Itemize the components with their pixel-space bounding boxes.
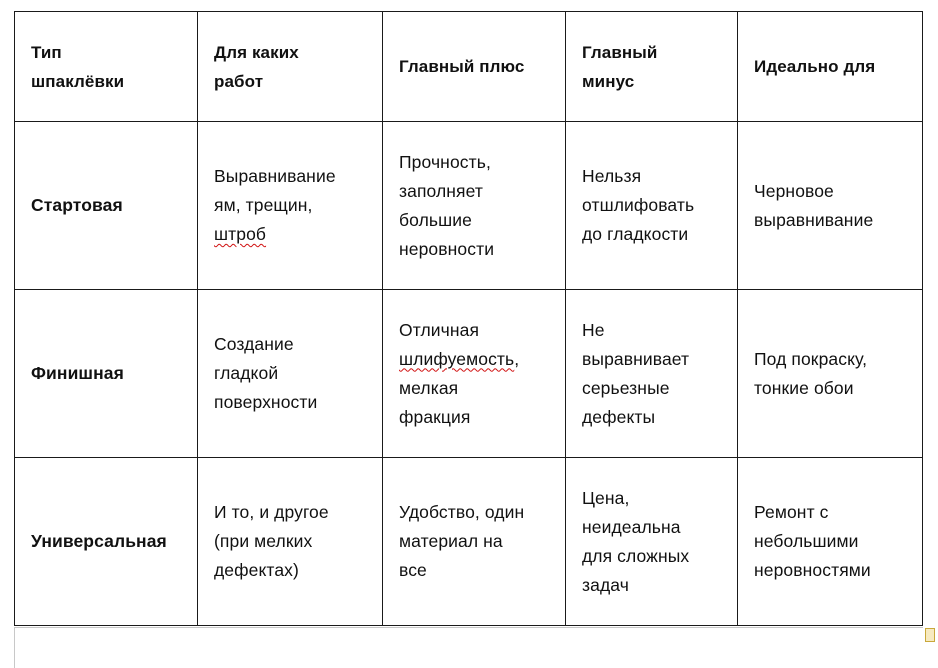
cell-works[interactable] bbox=[198, 122, 383, 290]
minus-text: Нельзя отшлифовать до гладкости bbox=[582, 166, 695, 244]
ideal-text: Черновое выравнивание bbox=[754, 180, 874, 230]
header-plus-text: Главный плюс bbox=[399, 57, 525, 76]
cell-plus[interactable] bbox=[383, 122, 566, 290]
header-cell-minus[interactable] bbox=[566, 12, 738, 122]
cell-ideal[interactable] bbox=[738, 458, 923, 626]
header-works-text: Для каких работ bbox=[214, 42, 299, 91]
cell-plus[interactable] bbox=[383, 290, 566, 458]
type-text: Стартовая bbox=[31, 195, 123, 215]
document-next-block bbox=[14, 627, 923, 668]
header-minus-text: Главный минус bbox=[582, 42, 658, 91]
plus-text-tail: , мелкая фракция bbox=[399, 348, 520, 427]
plus-text-head: Отличная bbox=[399, 319, 480, 340]
plus-text: Удобство, один материал на все bbox=[399, 502, 525, 580]
works-text: И то, и другое (при мелких дефектах) bbox=[214, 502, 329, 580]
works-text-main: Выравнивание ям, трещин, bbox=[214, 166, 336, 215]
table-row bbox=[15, 458, 923, 626]
header-ideal-text: Идеально для bbox=[754, 57, 876, 76]
header-cell-works[interactable] bbox=[198, 12, 383, 122]
header-cell-plus[interactable] bbox=[383, 12, 566, 122]
ideal-text: Ремонт с небольшими неровностями bbox=[754, 502, 871, 580]
cell-works[interactable] bbox=[198, 290, 383, 458]
paste-options-icon[interactable] bbox=[925, 628, 935, 642]
cell-works[interactable] bbox=[198, 458, 383, 626]
table-header-row bbox=[15, 12, 923, 122]
plus-text bbox=[399, 316, 549, 432]
type-text: Универсальная bbox=[31, 531, 167, 551]
plus-text: Прочность, заполняет большие неровности bbox=[399, 151, 495, 259]
cell-type[interactable] bbox=[15, 458, 198, 626]
ideal-text: Под покраску, тонкие обои bbox=[754, 348, 868, 398]
cell-minus[interactable] bbox=[566, 290, 738, 458]
cell-ideal[interactable] bbox=[738, 290, 923, 458]
type-text: Финишная bbox=[31, 363, 124, 383]
cell-plus[interactable] bbox=[383, 458, 566, 626]
cell-minus[interactable] bbox=[566, 122, 738, 290]
spelling-flagged-word: штроб bbox=[214, 224, 267, 244]
cell-ideal[interactable] bbox=[738, 122, 923, 290]
header-cell-type[interactable] bbox=[15, 12, 198, 122]
spelling-flagged-word: шлифуемость bbox=[399, 348, 515, 369]
cell-type[interactable] bbox=[15, 122, 198, 290]
cell-minus[interactable] bbox=[566, 458, 738, 626]
cell-type[interactable] bbox=[15, 290, 198, 458]
table-row bbox=[15, 290, 923, 458]
header-cell-ideal[interactable] bbox=[738, 12, 923, 122]
works-text bbox=[214, 162, 366, 249]
works-text: Создание гладкой поверхности bbox=[214, 334, 318, 412]
minus-text: Не выравнивает серьезные дефекты bbox=[582, 319, 690, 427]
minus-text: Цена, неидеальна для сложных задач bbox=[582, 487, 690, 595]
table-row bbox=[15, 122, 923, 290]
putty-comparison-table bbox=[14, 11, 923, 626]
header-type-text: Тип шпаклёвки bbox=[31, 42, 125, 91]
